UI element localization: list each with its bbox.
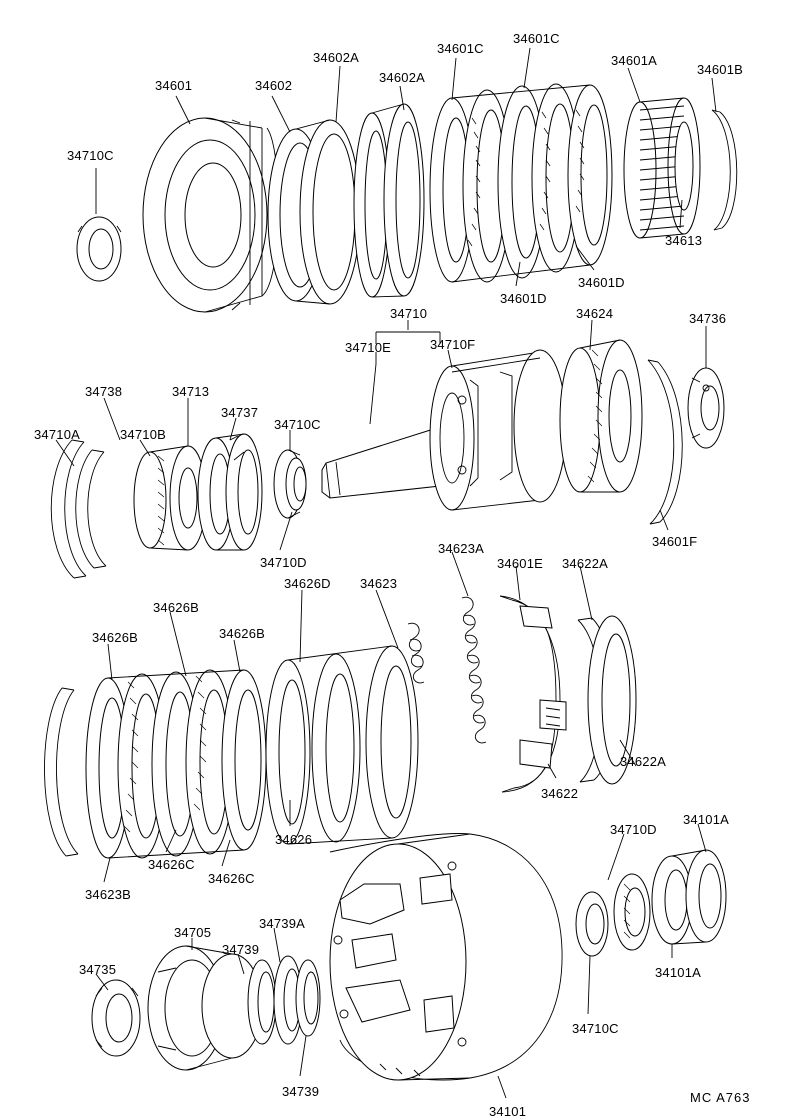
part-label-34713: 34713 [172, 384, 210, 399]
part-label-34602: 34602 [255, 78, 293, 93]
part-label-34626C-2: 34626C [208, 871, 255, 886]
part-label-34710: 34710 [390, 306, 428, 321]
part-label-34710E: 34710E [345, 340, 392, 355]
part-label-34738: 34738 [85, 384, 123, 399]
part-label-34622: 34622 [541, 786, 579, 801]
part-label-34739-2: 34739 [282, 1084, 320, 1099]
part-label-34710C-mid: 34710C [274, 417, 321, 432]
part-label-34602A-2: 34602A [379, 70, 426, 85]
part-label-34101A-2: 34101A [655, 965, 702, 980]
part-label-34623: 34623 [360, 576, 398, 591]
part-label-34626: 34626 [275, 832, 313, 847]
part-label-34710A: 34710A [34, 427, 81, 442]
part-label-34626B-1: 34626B [153, 600, 200, 615]
part-label-34626B-3: 34626B [219, 626, 266, 641]
part-label-34739A: 34739A [259, 916, 306, 931]
part-label-34623A: 34623A [438, 541, 485, 556]
part-label-34601B: 34601B [697, 62, 744, 77]
part-label-34710D-bottom: 34710D [610, 822, 657, 837]
part-label-34601E: 34601E [497, 556, 544, 571]
part-label-34710B: 34710B [120, 427, 167, 442]
part-label-34623B: 34623B [85, 887, 132, 902]
part-label-34601: 34601 [155, 78, 193, 93]
part-label-34710C-top: 34710C [67, 148, 114, 163]
part-label-34601A: 34601A [611, 53, 658, 68]
part-label-34601F: 34601F [652, 534, 698, 549]
part-label-34622A-top: 34622A [562, 556, 609, 571]
part-label-34710D-mid: 34710D [260, 555, 307, 570]
part-label-34602A-1: 34602A [313, 50, 360, 65]
part-label-34736: 34736 [689, 311, 727, 326]
part-label-34626D: 34626D [284, 576, 331, 591]
part-label-34601C-2: 34601C [513, 31, 560, 46]
part-label-34739-1: 34739 [222, 942, 260, 957]
part-label-34735: 34735 [79, 962, 117, 977]
part-label-34101: 34101 [489, 1104, 527, 1119]
sheet-footer-code: MC A763 [690, 1090, 751, 1105]
part-label-34626C-1: 34626C [148, 857, 195, 872]
part-label-34737: 34737 [221, 405, 259, 420]
part-label-34101A-1: 34101A [683, 812, 730, 827]
part-label-34601D-2: 34601D [578, 275, 625, 290]
part-label-34624: 34624 [576, 306, 614, 321]
part-label-34710F: 34710F [430, 337, 476, 352]
part-label-34710C-bottom: 34710C [572, 1021, 619, 1036]
part-label-34601C-1: 34601C [437, 41, 484, 56]
part-label-34705: 34705 [174, 925, 212, 940]
part-label-34601D-1: 34601D [500, 291, 547, 306]
part-label-34613: 34613 [665, 233, 703, 248]
part-label-34622A-bottom: 34622A [620, 754, 667, 769]
part-label-34626B-2: 34626B [92, 630, 139, 645]
